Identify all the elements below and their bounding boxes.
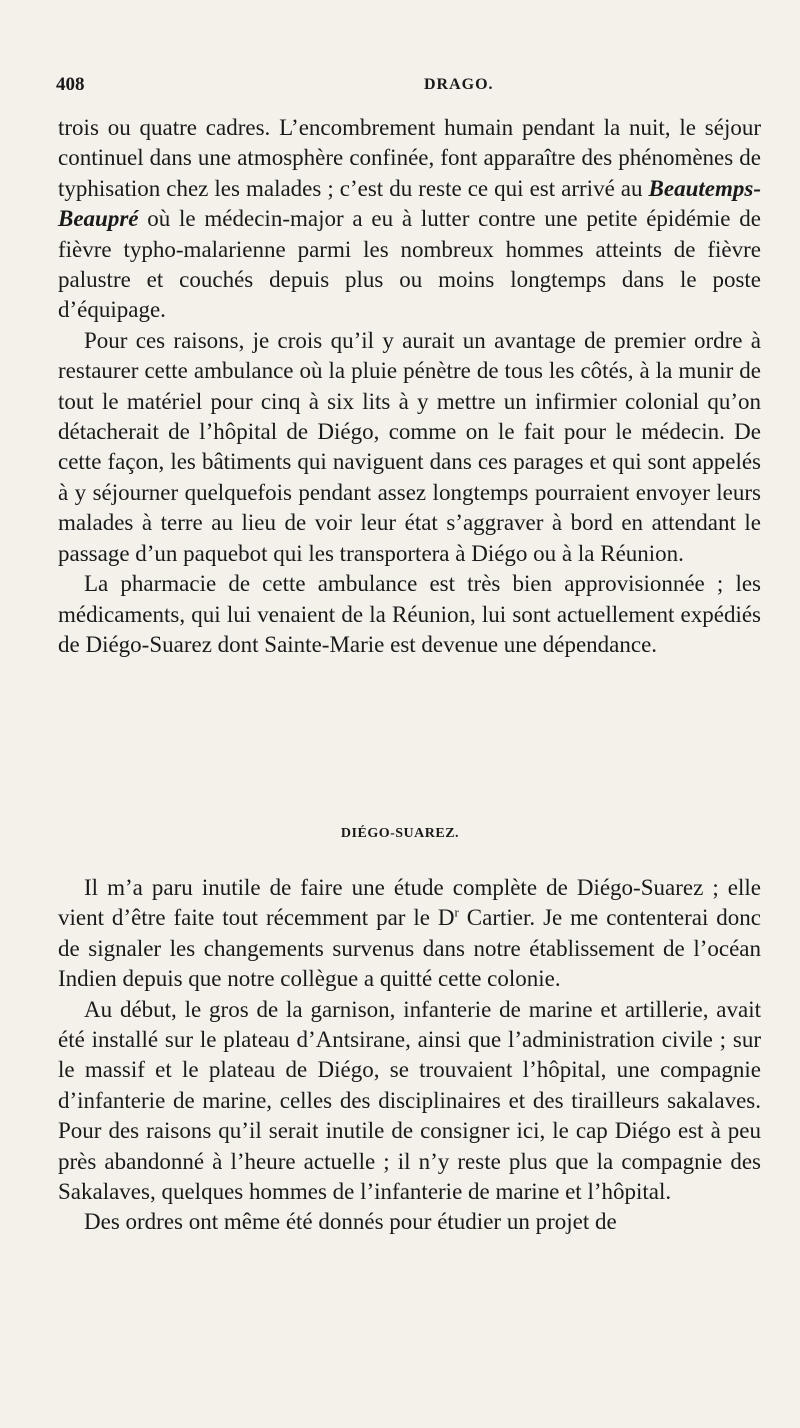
- paragraph: [58, 569, 761, 660]
- body-text-before-heading: [58, 113, 761, 660]
- paragraph: [58, 995, 761, 1208]
- paragraph: [58, 1207, 761, 1237]
- text-run: trois ou quatre cadres. L’encombrement humain pendant la nuit, le séjour continuel dans une atmosphère confinée, font apparaître des phénomènes de typhisation chez les malades ; c’est du reste ce qui est arrivé au: [58, 115, 761, 201]
- paragraph: [58, 873, 761, 995]
- paragraph: [58, 326, 761, 569]
- text-run: Pour ces raisons, je crois qu’il y aurait un avantage de premier ordre à restaurer cette ambulance où la pluie pénètre de tous les côtés, à la munir de tout le matériel pour cinq à six lits à y mettre un infirmier colonial qu’on détacherait de l’hôpital de Diégo, comme on le fait pour le médecin. De cette façon, les bâtiments qui naviguent dans ces parages et qui sont appelés à y séjourner quelquefois pendant assez longtemps pourraient envoyer leurs malades à terre au lieu de voir leur état s’aggraver à bord en attendant le passage d’un paquebot qui les transportera à Diégo ou à la Réunion.: [58, 327, 761, 566]
- text-run: La pharmacie de cette ambulance est très bien approvisionnée ; les médicaments, qui lui venaient de la Réunion, lui sont actuellement expédiés de Diégo-Suarez dont Sainte-Marie est devenue une dépendance.: [58, 571, 761, 657]
- text-run: où le médecin-major a eu à lutter contre une petite épidémie de fièvre typho-malarienne parmi les nombreux hommes atteints de fièvre palustre et couchés depuis plus ou moins longtemps dans le poste d’équipage.: [58, 206, 761, 323]
- page-number: 408: [56, 74, 85, 95]
- superscript: r: [454, 904, 459, 920]
- paragraph: [58, 113, 761, 326]
- text-run: Au début, le gros de la garnison, infanterie de marine et artillerie, avait été installé sur le plateau d’Antsirane, ainsi que l’administration civile ; sur le massif et le plateau de Diégo, se trouvaient l’hôpital, une compagnie d’infanterie de marine, celles des disciplinaires et des tirailleurs sakalaves. Pour des raisons qu’il serait inutile de consigner ici, le cap Diégo est à peu près abandonné à l’heure actuelle ; il n’y reste plus que la compagnie des Sakalaves, quelques hommes de l’infanterie de marine et l’hôpital.: [58, 996, 761, 1205]
- page-header: [56, 74, 762, 104]
- ship-name: Beautemps-Beaupré: [58, 175, 761, 232]
- running-head: DRAGO.: [424, 76, 494, 93]
- section-heading: DIÉGO-SUAREZ.: [340, 826, 460, 841]
- text-run: Il m’a paru inutile de faire une étude complète de Diégo-Suarez ; elle vient d’être faite tout récemment par le D: [58, 875, 761, 931]
- text-run: Des ordres ont même été donnés pour étudier un projet de: [84, 1209, 617, 1235]
- text-run: Cartier. Je me contenterai donc de signaler les changements survenus dans notre établissement de l’océan Indien depuis que notre collègue a quitté cette colonie.: [58, 905, 762, 992]
- body-text-after-heading: [58, 873, 761, 1238]
